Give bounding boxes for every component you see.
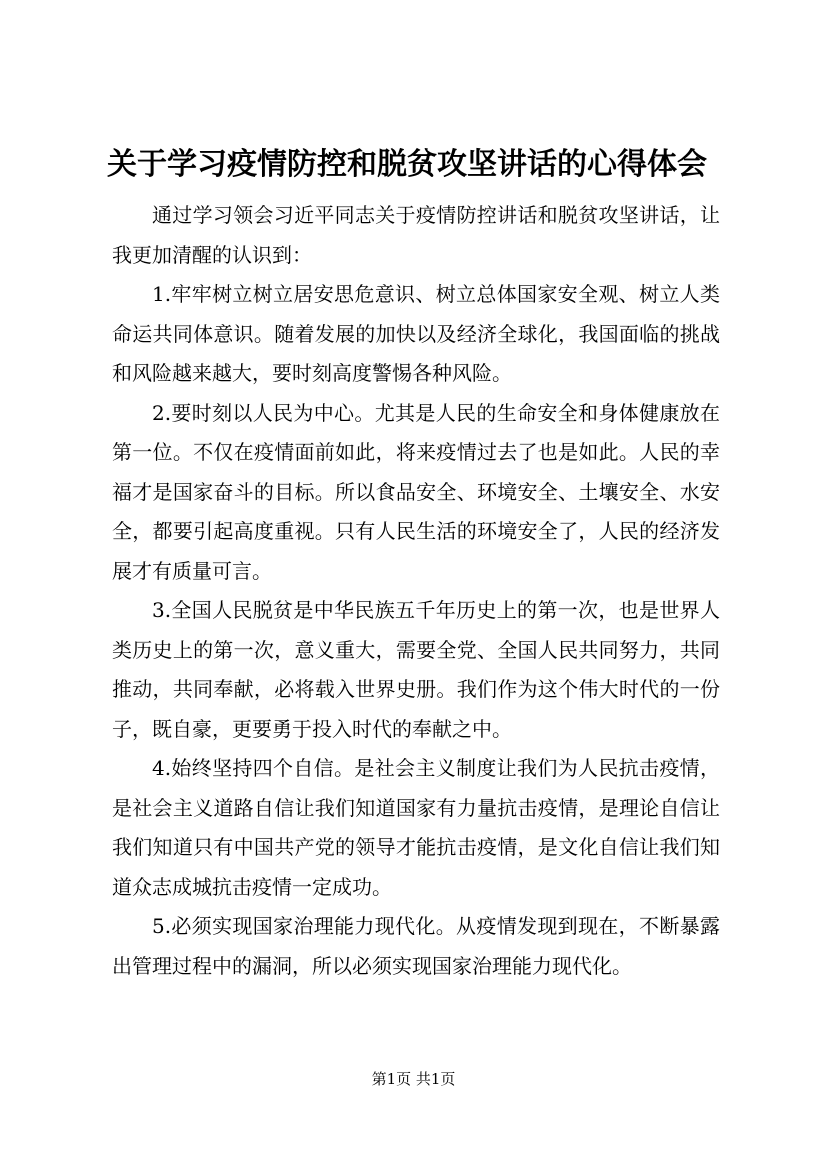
page-number-footer: 第1页 共1页	[371, 1070, 456, 1088]
paragraph-point-1: 1.牢牢树立树立居安思危意识、树立总体国家安全观、树立人类命运共同体意识。随着发展的加快以及经济全球化，我国面临的挑战和风险越来越大，要时刻高度警惕各种风险。	[112, 282, 720, 385]
document-body	[112, 196, 720, 986]
paragraph-point-5: 5.必须实现国家治理能力现代化。从疫情发现到现在，不断暴露出管理过程中的漏洞，所以必须实现国家治理能力现代化。	[112, 914, 720, 978]
paragraph-intro: 通过学习领会习近平同志关于疫情防控讲话和脱贫攻坚讲话，让我更加清醒的认识到：	[112, 203, 720, 267]
paragraph-point-4: 4.始终坚持四个自信。是社会主义制度让我们为人民抗击疫情，是社会主义道路自信让我们知道国家有力量抗击疫情，是理论自信让我们知道只有中国共产党的领导才能抗击疫情，是文化自信让我们知道众志成城抗击疫情一定成功。	[112, 756, 720, 899]
document-title: 关于学习疫情防控和脱贫攻坚讲话的心得体会	[107, 147, 707, 182]
paragraph-point-3: 3.全国人民脱贫是中华民族五千年历史上的第一次，也是世界人类历史上的第一次，意义重大，需要全党、全国人民共同努力，共同推动，共同奉献，必将载入世界史册。我们作为这个伟大时代的一份子，既自豪，更要勇于投入时代的奉献之中。	[112, 598, 720, 741]
paragraph-point-2: 2.要时刻以人民为中心。尤其是人民的生命安全和身体健康放在第一位。不仅在疫情面前如此，将来疫情过去了也是如此。人民的幸福才是国家奋斗的目标。所以食品安全、环境安全、土壤安全、水安全，都要引起高度重视。只有人民生活的环境安全了，人民的经济发展才有质量可言。	[112, 400, 720, 583]
